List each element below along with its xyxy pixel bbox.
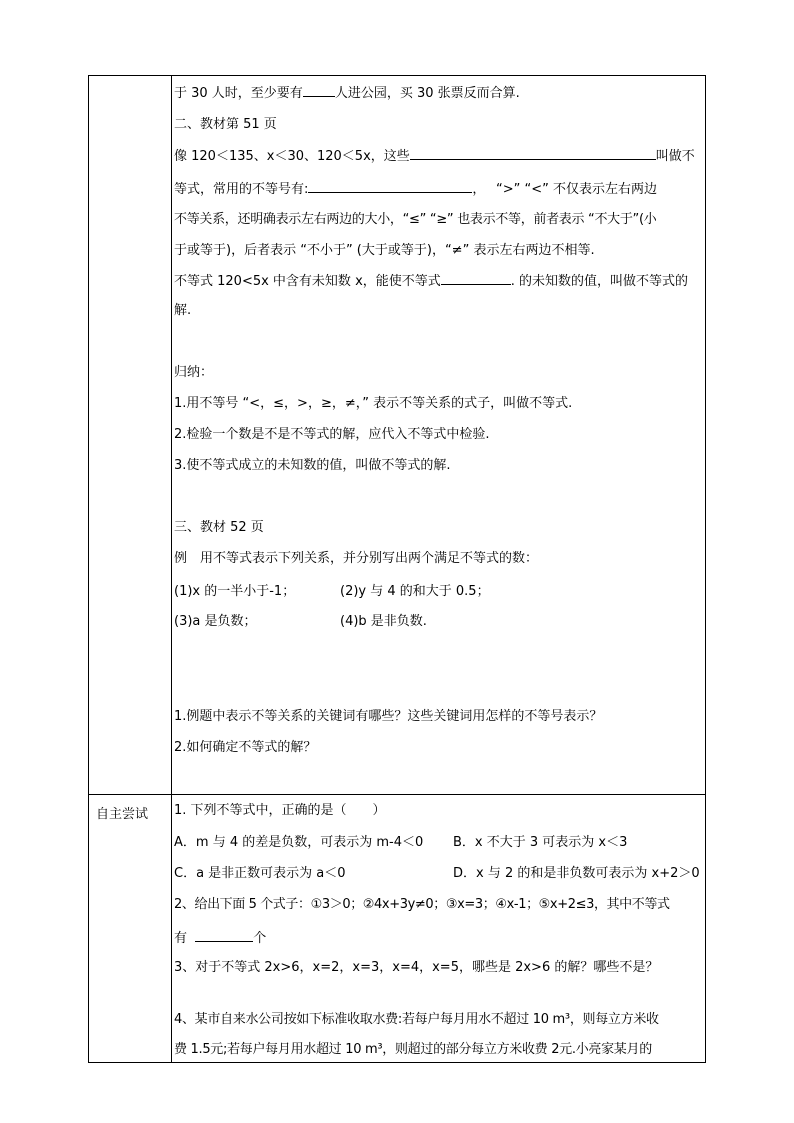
problem-2: 2、给出下面 5 个式子：①3＞0；②4x+3y≠0；③x=3；④x-1；⑤x+2≤3，其中不等式 <box>174 897 670 912</box>
section2-line5: 不等式 120<5x 中含有未知数 x，能使不等式 . 的未知数的值，叫做不等式的 <box>174 274 689 289</box>
problem-1: 1. 下列不等式中，正确的是（ ） <box>174 803 386 818</box>
continuation-line: 于 30 人时，至少要有 人进公园，买 30 张票反而合算. <box>174 86 520 101</box>
section2-title: 二、教材第 51 页 <box>174 117 277 132</box>
example-item-4: (4)b 是非负数. <box>340 614 427 629</box>
section2-line3: 不等关系，还明确表示左右两边的大小，“≤” “≥” 也表示不等，前者表示 “不大于”(小 <box>174 212 657 227</box>
answer-blank[interactable] <box>441 272 511 285</box>
section2-line1: 像 120＜135、x＜30、120＜5x，这些 叫做不 <box>174 149 695 164</box>
summary-item: 2.检验一个数是不是不等式的解，应代入不等式中检验. <box>174 427 490 442</box>
problem-3: 3、对于不等式 2x>6，x=2，x=3，x=4，x=5，哪些是 2x>6 的解？哪些不是？ <box>174 960 659 975</box>
answer-blank[interactable] <box>308 180 472 193</box>
answer-blank[interactable] <box>303 84 335 97</box>
answer-blank[interactable] <box>410 147 656 160</box>
option-b: B．x 不大于 3 可表示为 x＜3 <box>453 835 628 850</box>
example-item-2: (2)y 与 4 的和大于 0.5； <box>340 584 490 599</box>
question-1: 1.例题中表示不等关系的关键词有哪些？这些关键词用怎样的不等号表示？ <box>174 709 603 724</box>
problem-2-answer: 有 个 <box>174 931 267 946</box>
section2-line4: 于或等于)，后者表示 “不小于” (大于或等于)，“≠” 表示左右两边不相等. <box>174 243 595 258</box>
self-try-label: 自主尝试 <box>96 807 149 822</box>
problem-4-line2: 费 1.5元;若每户每月用水超过 10 m³，则超过的部分每立方米收费 2元.小亮家某月的 <box>174 1042 652 1057</box>
summary-title: 归纳： <box>174 365 214 380</box>
option-d: D．x 与 2 的和是非负数可表示为 x+2＞0 <box>453 866 700 881</box>
option-a: A．m 与 4 的差是负数，可表示为 m-4＜0 <box>174 835 424 850</box>
question-2: 2.如何确定不等式的解？ <box>174 740 317 755</box>
row-divider <box>89 794 705 795</box>
section3-title: 三、教材 52 页 <box>174 520 264 535</box>
example-item-1: (1)x 的一半小于-1； <box>174 584 296 599</box>
example-item-3: (3)a 是负数； <box>174 614 257 629</box>
section2-line2: 等式，常用的不等号有: ， “>” “<” 不仅表示左右两边 <box>174 182 658 197</box>
example-stem: 例 用不等式表示下列关系，并分别写出两个满足不等式的数： <box>174 551 539 566</box>
column-divider <box>171 76 172 1062</box>
problem-4-line1: 4、某市自来水公司按如下标准收取水费:若每户每月用水不超过 10 m³，则每立方米收 <box>174 1012 659 1027</box>
answer-blank[interactable] <box>195 929 253 942</box>
summary-item: 1.用不等号 “<，≤，>，≥，≠，” 表示不等关系的式子，叫做不等式. <box>174 396 573 411</box>
summary-item: 3.使不等式成立的未知数的值，叫做不等式的解. <box>174 458 451 473</box>
option-c: C．a 是非正数可表示为 a＜0 <box>174 866 346 881</box>
section2-line6: 解. <box>174 303 192 318</box>
